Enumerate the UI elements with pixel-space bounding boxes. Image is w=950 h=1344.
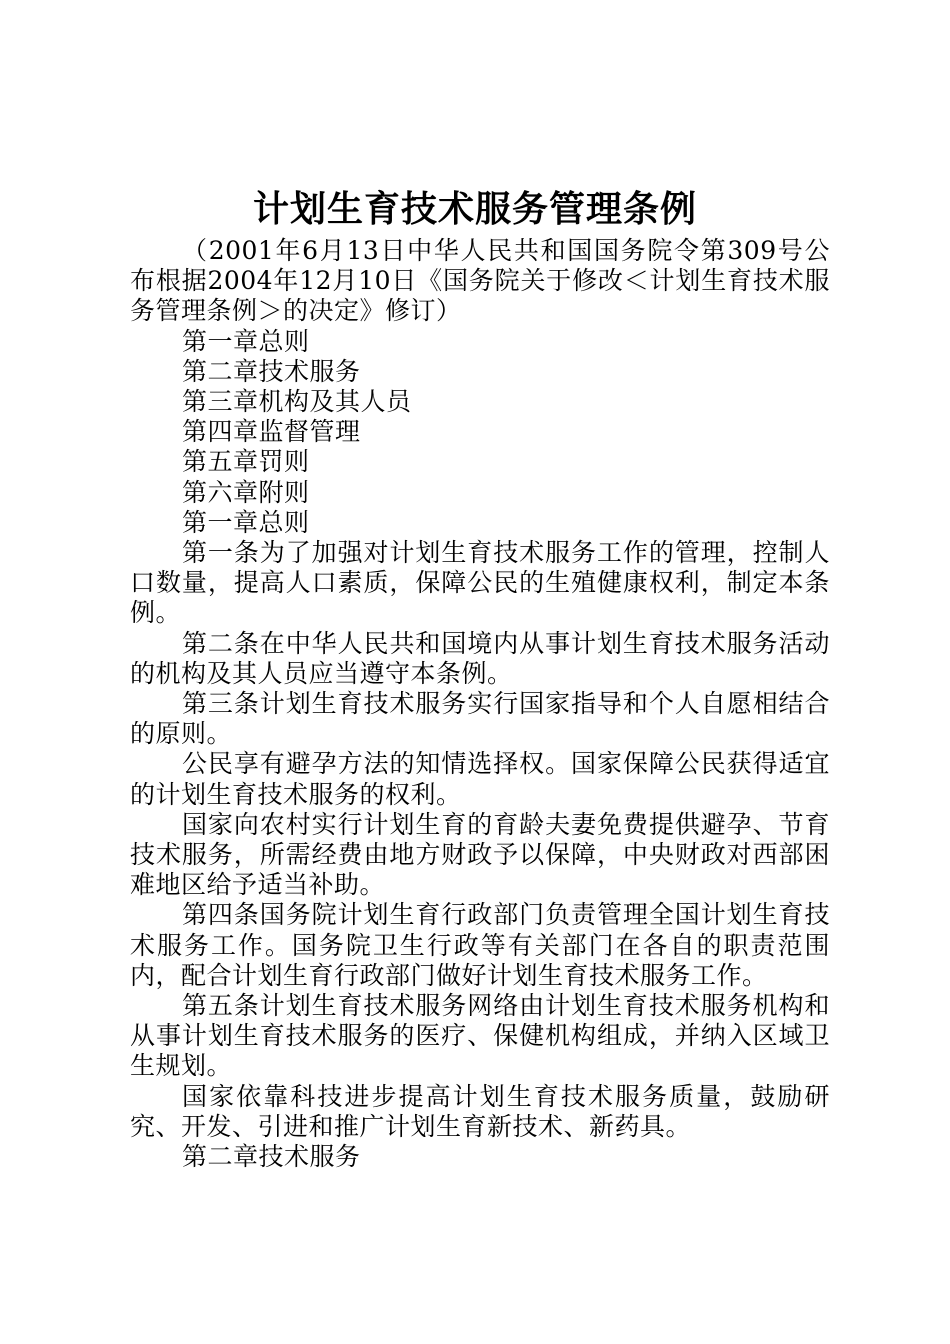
toc-chapter-4: 第四章监督管理 xyxy=(182,417,361,447)
toc-chapter-2: 第二章技术服务 xyxy=(182,356,361,386)
toc-chapter-1: 第一章总则 xyxy=(182,326,310,356)
promulgation-note: （2001年6月13日中华人民共和国国务院令第309号公布根据2004年12月10日《国务院关于修改＜计划生育技术服务管理条例＞的决定》修订） xyxy=(130,236,830,326)
article-paragraph: 第五条计划生育技术服务网络由计划生育技术服务机构和从事计划生育技术服务的医疗、保健机构组成，并纳入区域卫生规划。 xyxy=(130,991,830,1081)
chapter-heading: 第二章技术服务 xyxy=(182,1142,361,1172)
toc-chapter-3: 第三章机构及其人员 xyxy=(182,387,412,417)
document-body xyxy=(130,236,830,1172)
article-paragraph: 第一条为了加强对计划生育技术服务工作的管理，控制人口数量，提高人口素质，保障公民的生殖健康权利，制定本条例。 xyxy=(130,538,830,628)
chapter-heading: 第一章总则 xyxy=(182,507,310,537)
article-paragraph: 国家向农村实行计划生育的育龄夫妻免费提供避孕、节育技术服务，所需经费由地方财政予以保障，中央财政对西部困难地区给予适当补助。 xyxy=(130,809,830,900)
toc-chapter-5: 第五章罚则 xyxy=(182,447,310,477)
article-paragraph: 第二条在中华人民共和国境内从事计划生育技术服务活动的机构及其人员应当遵守本条例。 xyxy=(130,628,830,688)
article-paragraph: 公民享有避孕方法的知情选择权。国家保障公民获得适宜的计划生育技术服务的权利。 xyxy=(130,749,830,809)
article-paragraph: 第三条计划生育技术服务实行国家指导和个人自愿相结合的原则。 xyxy=(130,689,830,749)
article-paragraph: 国家依靠科技进步提高计划生育技术服务质量，鼓励研究、开发、引进和推广计划生育新技术、新药具。 xyxy=(130,1081,830,1141)
document-title: 计划生育技术服务管理条例 xyxy=(252,188,697,230)
article-paragraph: 第四条国务院计划生育行政部门负责管理全国计划生育技术服务工作。国务院卫生行政等有关部门在各自的职责范围内，配合计划生育行政部门做好计划生育技术服务工作。 xyxy=(130,900,830,990)
toc-chapter-6: 第六章附则 xyxy=(182,477,310,507)
